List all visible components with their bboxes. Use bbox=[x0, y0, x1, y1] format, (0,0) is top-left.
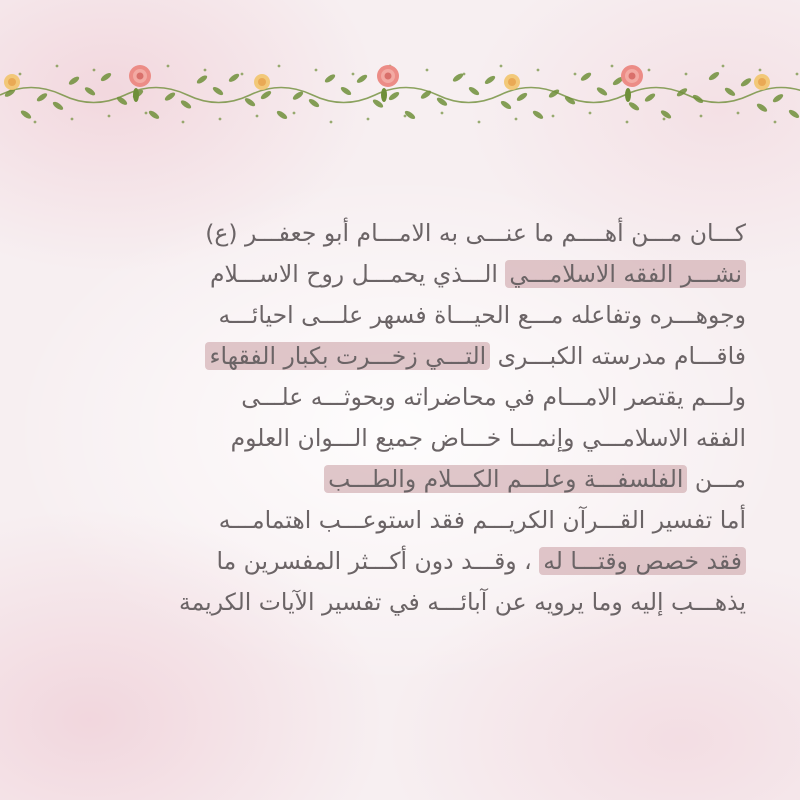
quote-text-block bbox=[58, 213, 746, 623]
text-line-8-segment: أما تفسير القـــرآن الكريـــم فقد استوعـــب اهتمامـــه bbox=[218, 506, 746, 534]
text-line-5-segment: ولـــم يقتصر الامـــام في محاضراته وبحوثـــه علـــى bbox=[241, 383, 746, 411]
text-line-2-segment: الـــذي يحمـــل روح الاســـلام bbox=[209, 260, 506, 288]
text-line-10 bbox=[58, 582, 746, 623]
text-line-6 bbox=[58, 418, 746, 459]
text-line-3 bbox=[58, 295, 746, 336]
text-line-1 bbox=[58, 213, 746, 254]
text-line-7-segment: مـــن bbox=[687, 465, 746, 493]
text-line-9-highlight: فقد خصص وقتـــا له bbox=[539, 547, 746, 575]
text-line-2 bbox=[58, 254, 746, 295]
text-line-9-segment: ، وقـــد دون أكـــثر المفسرين ما bbox=[216, 547, 540, 575]
text-line-5 bbox=[58, 377, 746, 418]
text-line-10-segment: يذهـــب إليه وما يرويه عن آبائـــه في تفسير الآيات الكريمة bbox=[178, 588, 746, 616]
text-line-2-highlight: نشـــر الفقه الاسلامـــي bbox=[505, 260, 746, 288]
text-line-4 bbox=[58, 336, 746, 377]
floral-garland-icon bbox=[0, 40, 800, 130]
text-line-4-segment: فاقـــام مدرسته الكبـــرى bbox=[490, 342, 746, 370]
text-line-7-highlight: الفلسفـــة وعلـــم الكـــلام والطـــب bbox=[324, 465, 687, 493]
text-line-6-segment: الفقه الاسلامـــي وإنمـــا خـــاض جميع الـــوان العلوم bbox=[230, 424, 746, 452]
text-line-4-highlight: التـــي زخـــرت بكبار الفقهاء bbox=[205, 342, 490, 370]
text-line-7 bbox=[58, 459, 746, 500]
text-line-1-segment: كـــان مـــن أهــــم ما عنـــى به الامـــام أبو جعفـــر (ع) bbox=[205, 219, 746, 247]
text-line-8 bbox=[58, 500, 746, 541]
text-line-9 bbox=[58, 541, 746, 582]
text-line-3-segment: وجوهـــره وتفاعله مـــع الحيـــاة فسهر علـــى احيائـــه bbox=[218, 301, 746, 329]
